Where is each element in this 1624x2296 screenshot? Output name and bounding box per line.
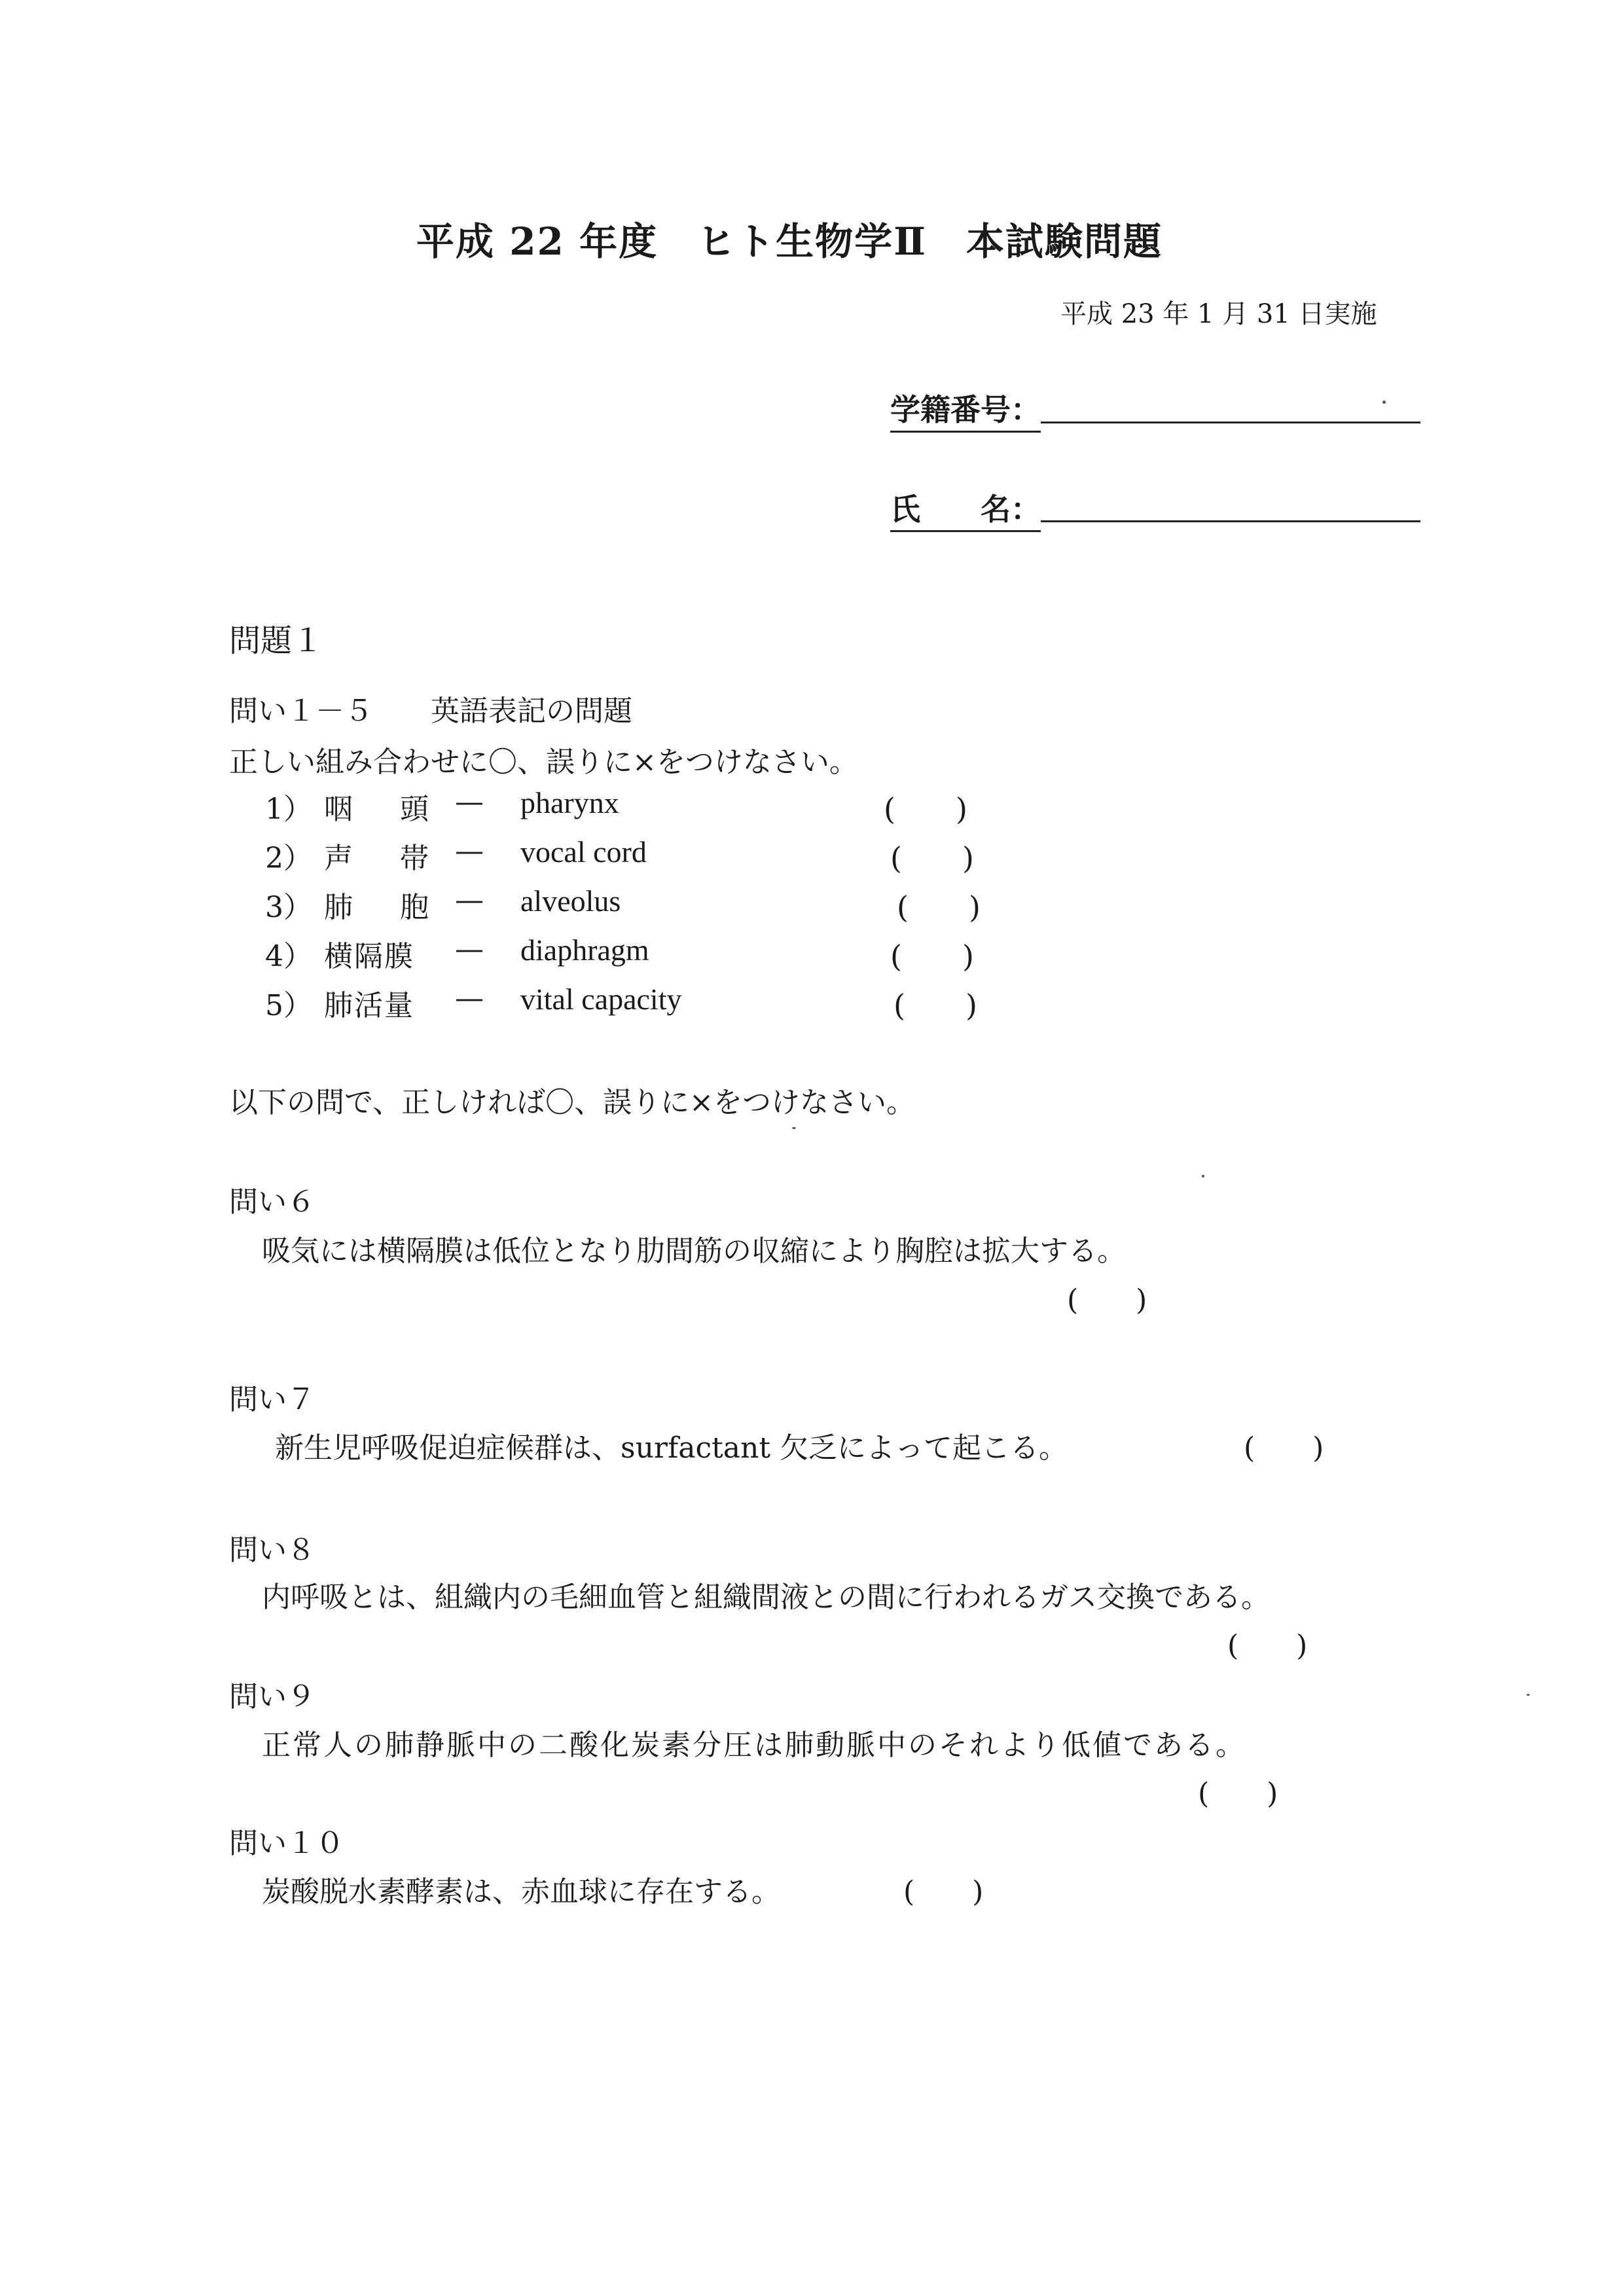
student-id-line: [1041, 422, 1420, 423]
item-number: 3）: [265, 891, 312, 924]
list-item: [265, 933, 1018, 972]
scan-speck: [1526, 1694, 1530, 1696]
q10-label: 問い１０: [229, 1827, 344, 1860]
scan-speck: [1382, 401, 1386, 404]
list-item: [265, 982, 1018, 1021]
name-line: [1041, 520, 1420, 522]
item-dash: —: [455, 982, 484, 1015]
q9-label: 問い９: [229, 1680, 316, 1713]
item-english: pharynx: [520, 786, 619, 819]
list-item: [265, 884, 1018, 923]
answer-paren[interactable]: ( ): [897, 889, 981, 925]
q10-answer-paren[interactable]: ( ): [903, 1875, 984, 1909]
item-japanese: 肺活量: [324, 989, 414, 1022]
q9-text: 正常人の肺静脈中の二酸化炭素分圧は肺動脈中のそれより低値である。: [262, 1729, 1246, 1762]
item-dash: —: [455, 884, 484, 917]
q6-text: 吸気には横隔膜は低位となり肋間筋の収縮により胸腔は拡大する。: [262, 1234, 1126, 1268]
item-dash: —: [455, 785, 484, 819]
answer-paren[interactable]: ( ): [884, 791, 967, 827]
item-dash: —: [455, 933, 484, 966]
item-japanese: 肺 胞: [324, 891, 438, 924]
answer-paren[interactable]: ( ): [890, 939, 974, 974]
item-english: diaphragm: [520, 933, 649, 967]
item-number: 4）: [265, 940, 312, 973]
item-number: 5）: [265, 989, 312, 1022]
item-japanese: 声 帯: [324, 842, 438, 875]
q6-label: 問い６: [229, 1185, 316, 1219]
q9-answer-paren[interactable]: ( ): [1198, 1777, 1278, 1810]
q10-text: 炭酸脱水素酵素は、赤血球に存在する。: [262, 1875, 780, 1909]
q8-answer-paren[interactable]: ( ): [1227, 1629, 1308, 1662]
q7-text: 新生児呼吸促迫症候群は、surfactant 欠乏によって起こる。: [275, 1431, 1068, 1465]
q8-text: 内呼吸とは、組織内の毛細血管と組織間液との間に行われるガス交換である。: [262, 1581, 1270, 1614]
list-item: [265, 785, 1018, 825]
q7-answer-paren[interactable]: ( ): [1244, 1431, 1324, 1465]
q1-5-instruction: 正しい組み合わせに〇、誤りに×をつけなさい。: [229, 745, 858, 779]
item-english: vital capacity: [520, 982, 682, 1016]
item-japanese: 咽 頭: [324, 793, 438, 826]
item-japanese: 横隔膜: [324, 940, 414, 973]
q8-label: 問い８: [229, 1534, 316, 1567]
problem-heading: 問題１: [229, 622, 324, 659]
student-id-label: 学籍番号：: [890, 386, 1041, 433]
item-number: 1）: [265, 793, 312, 826]
q7-label: 問い７: [229, 1383, 316, 1416]
answer-paren[interactable]: ( ): [890, 840, 974, 876]
scan-speck: [1202, 1175, 1204, 1177]
q6-answer-paren[interactable]: ( ): [1067, 1283, 1147, 1317]
item-english: alveolus: [520, 884, 621, 918]
q1-5-label: 問い１－５ 英語表記の問題: [229, 694, 632, 728]
item-dash: —: [455, 834, 484, 868]
list-item: [265, 834, 1018, 874]
item-number: 2）: [265, 842, 312, 875]
exam-date: 平成 23 年 1 月 31 日実施: [1060, 299, 1377, 329]
instruction-2: 以下の問で、正しければ〇、誤りに×をつけなさい。: [229, 1086, 915, 1119]
item-english: vocal cord: [520, 835, 647, 869]
scan-speck: [792, 1127, 796, 1129]
name-label: 氏 名：: [890, 486, 1041, 532]
answer-paren[interactable]: ( ): [893, 988, 977, 1023]
exam-title: 平成 22 年度 ヒト生物学Ⅱ 本試験問題: [416, 219, 1163, 264]
